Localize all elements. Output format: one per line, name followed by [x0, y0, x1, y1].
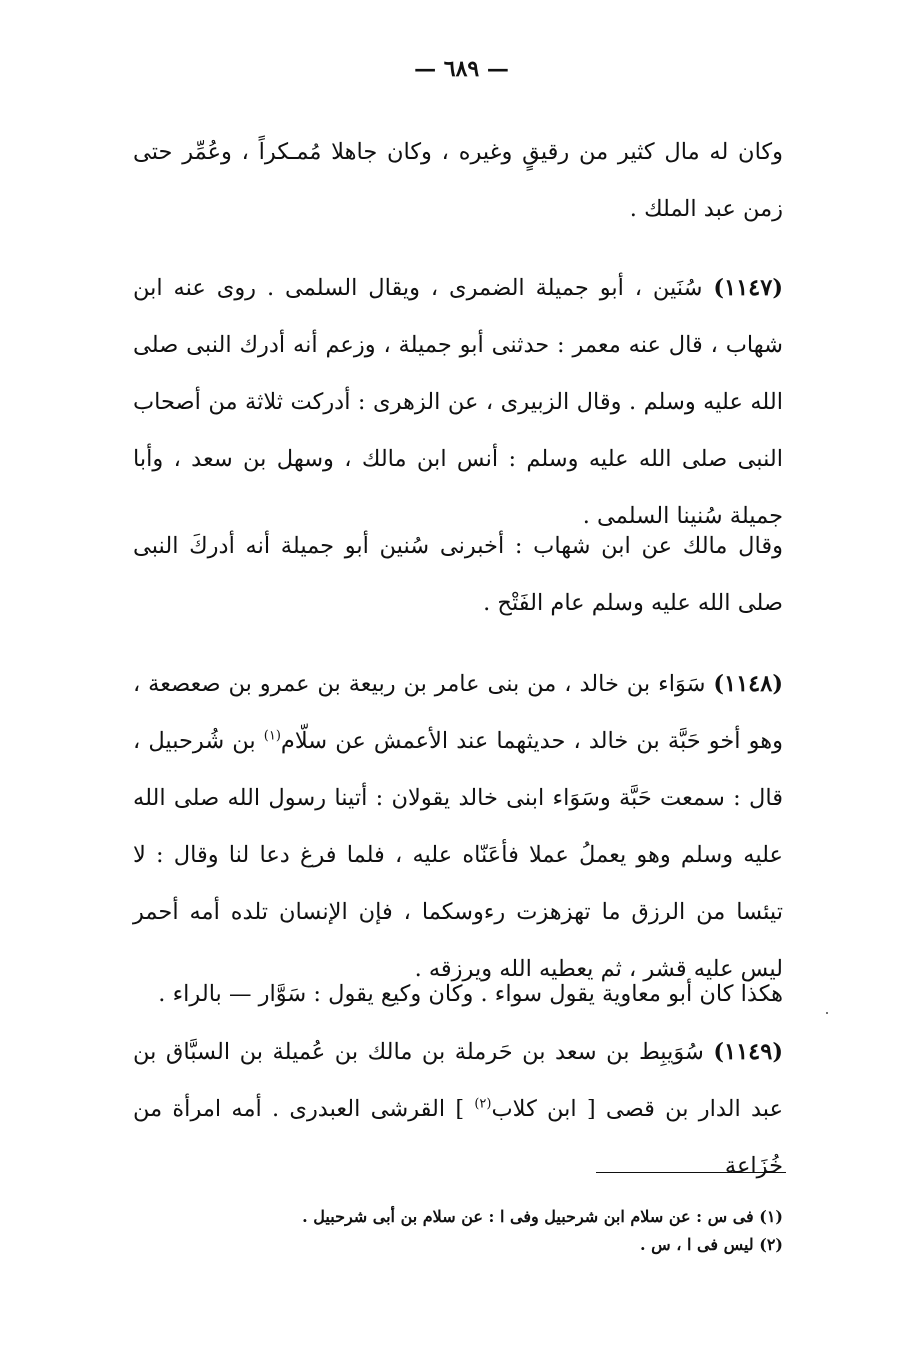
paragraph-malik-narration [133, 518, 783, 632]
footnote-marker: (١) [263, 728, 281, 744]
entry-number: (١١٤٧) [713, 275, 784, 301]
paragraph-text: وقال مالك عن ابن شهاب : أخبرنى سُنين أبو جميلة أنه أدركَ النبى صلى الله عليه وسلم عام الفَتْح . [133, 533, 783, 616]
entry-number: (١١٤٩) [713, 1039, 783, 1065]
paragraph-text: هكذا كان أبو معاوية يقول سواء . وكان وكيع يقول : سَوَّار — بالراء . [158, 981, 783, 1007]
footnotes [133, 1203, 783, 1259]
entry-1149 [133, 1024, 783, 1195]
paragraph-text: بن شُرحبيل ، قال : سمعت حَبَّة وسَوَاء ابنى خالد يقولان : أتينا رسول الله صلى الله عليه وسلم وهو يعملُ عملا فأعَنّاه عليه ، فلما فرغ دعا لنا وقال : لا تيئسا من الرزق ما تهزهزت رءوسكما ، فإن الإنسان تلده أمه أحمر ليس عليه قشر ، ثم يعطيه الله ويرزقه . [133, 728, 783, 982]
paragraph-text: سُوَيبِط بن سعد بن حَرملة بن مالك بن عُميلة بن السبَّاق بن عبد الدار بن قصى [ ابن كلاب [133, 1039, 783, 1122]
paragraph-abu-muawiya [133, 966, 783, 1023]
footnote-divider [596, 1172, 786, 1173]
entry-number: (١١٤٨) [713, 671, 783, 697]
footnote-1: (١) فى س : عن سلام ابن شرحبيل وفى ا : عن سلام بن أبى شرحبيل . [302, 1207, 783, 1226]
paragraph-text: سَوَاء بن خالد ، من بنى عامر بن ربيعة بن عمرو بن صعصعة ، وهو أخو حَبَّة بن خالد ، حديثهما عند الأعمش عن سلّام [133, 671, 783, 754]
footnote-marker: (٢) [474, 1096, 492, 1112]
footnote-2: (٢) ليس فى ا ، س . [640, 1235, 783, 1254]
entry-1147 [133, 260, 783, 545]
paragraph-continuation [133, 124, 783, 238]
paragraph-text: سُنَين ، أبو جميلة الضمرى ، ويقال السلمى . روى عنه ابن شهاب ، قال عنه معمر : حدثنى أبو جميلة ، وزعم أنه أدرك النبى صلى الله عليه وسلم . وقال الزبيرى ، عن الزهرى : أدركت ثلاثة من أصحاب النبى صلى الله عليه وسلم : أنس ابن مالك ، وسهل بن سعد ، وأبا جميلة سُنينا السلمى . [133, 275, 783, 529]
scan-speck [826, 1012, 828, 1014]
entry-1148 [133, 656, 783, 998]
page-number: — ٦٨٩ — [414, 56, 509, 82]
paragraph-text: ] القرشى العبدرى . أمه امرأة من خُزَاعة [133, 1096, 783, 1179]
paragraph-text: وكان له مال كثير من رقيقٍ وغيره ، وكان جاهلا مُمـكراً ، وعُمِّر حتى زمن عبد الملك . [133, 139, 783, 222]
